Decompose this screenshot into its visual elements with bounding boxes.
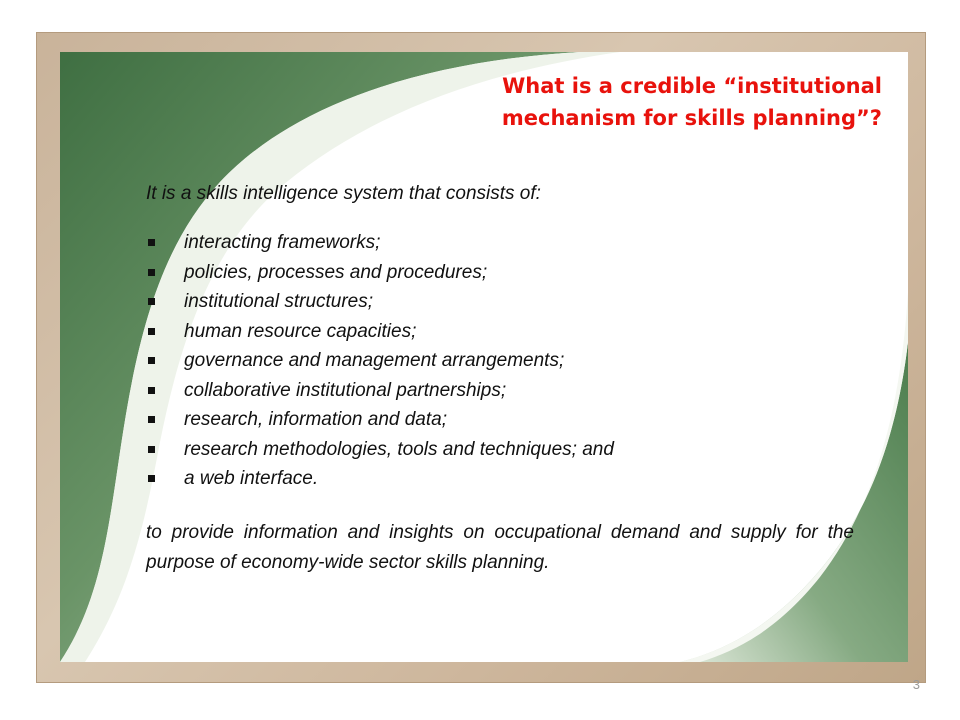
square-bullet-icon bbox=[148, 416, 155, 423]
square-bullet-icon bbox=[148, 475, 155, 482]
list-item-text: policies, processes and procedures; bbox=[184, 261, 488, 283]
list-item bbox=[146, 346, 854, 376]
list-item-text: institutional structures; bbox=[184, 291, 374, 312]
square-bullet-icon bbox=[148, 269, 155, 276]
square-bullet-icon bbox=[148, 446, 155, 453]
list-item bbox=[146, 258, 854, 288]
outro-text: to provide information and insights on occupational demand and supply for the purpose of economy-wide sector skills planning. bbox=[146, 521, 854, 573]
intro-text: It is a skills intelligence system that consists of: bbox=[146, 183, 541, 204]
list-item-text: interacting frameworks; bbox=[184, 232, 381, 253]
slide-content bbox=[146, 180, 854, 578]
list-item-text: governance and management arrangements; bbox=[184, 350, 565, 371]
page-number: 3 bbox=[912, 677, 920, 692]
square-bullet-icon bbox=[148, 328, 155, 335]
list-item-text: a web interface. bbox=[184, 468, 319, 489]
list-item-text: human resource capacities; bbox=[184, 320, 417, 342]
list-item bbox=[146, 287, 854, 317]
component-list bbox=[146, 228, 854, 494]
list-item bbox=[146, 317, 854, 347]
square-bullet-icon bbox=[148, 298, 155, 305]
list-item bbox=[146, 376, 854, 406]
list-item bbox=[146, 435, 854, 465]
square-bullet-icon bbox=[148, 357, 155, 364]
square-bullet-icon bbox=[148, 239, 155, 246]
list-item-text: research methodologies, tools and techniques; and bbox=[184, 438, 614, 460]
list-item-text: research, information and data; bbox=[184, 409, 447, 430]
list-item bbox=[146, 464, 854, 494]
list-item bbox=[146, 228, 854, 258]
list-item-text: collaborative institutional partnerships; bbox=[184, 379, 507, 401]
slide-title: What is a credible “institutional mechanism for skills planning”? bbox=[501, 74, 882, 130]
square-bullet-icon bbox=[148, 387, 155, 394]
list-item bbox=[146, 405, 854, 435]
